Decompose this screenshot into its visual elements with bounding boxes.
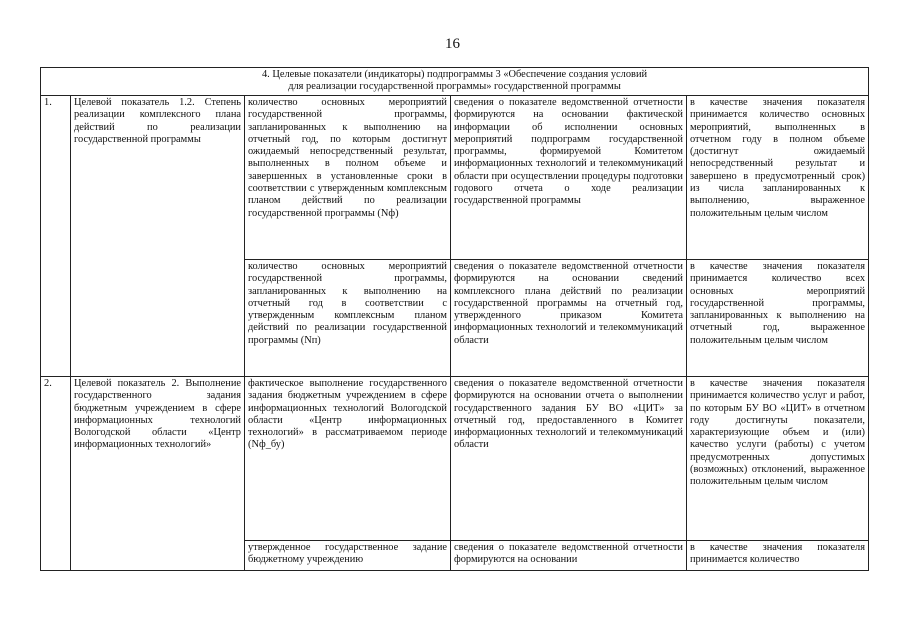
row-number: 1. bbox=[41, 96, 71, 377]
row-number: 2. bbox=[41, 377, 71, 571]
section-header-line1: 4. Целевые показатели (индикаторы) подпрограммы 3 «Обеспечение создания условий bbox=[261, 69, 648, 80]
data-source: сведения о показателе ведомственной отчетности формируются на основании bbox=[451, 541, 687, 571]
indicator-parameter: утвержденное государственное задание бюджетному учреждению bbox=[245, 541, 451, 571]
data-source: сведения о показателе ведомственной отчетности формируются на основании сведений комплексного плана действий по реализации государственной программы на отчетный год, утвержденного приказом Комитета информационных технологий и телекоммуникаций области bbox=[451, 260, 687, 377]
table-row bbox=[41, 96, 869, 260]
data-source: сведения о показателе ведомственной отчетности формируются на основании отчета о выполнении государственного задания БУ ВО «ЦИТ» за отчетный год, предоставленного в Комитет информационных технологий и телекоммуникаций области bbox=[451, 377, 687, 541]
indicator-name: Целевой показатель 2. Выполнение государственного задания бюджетным учреждением в сфере информационных технологий Вологодской области «Центр информационных технологий» bbox=[71, 377, 245, 571]
indicator-parameter: количество основных мероприятий государственной программы, запланированных к выполнению на отчетный год, по которым достигнут ожидаемый непосредственный результат, выполненных в полном объеме и завершенных в установленные сроки в соответствии с утвержденным комплексным планом действий по реализации государственной программы (Nф) bbox=[245, 96, 451, 260]
data-source: сведения о показателе ведомственной отчетности формируются на основании фактической информации об исполнении основных мероприятий подпрограмм государственной программы, формируемой Комитетом информационных технологий и телекоммуникаций области при осуществлении процедуры подготовки годового отчета о ходе реализации государственной программы bbox=[451, 96, 687, 260]
calculation-method: в качестве значения показателя принимается количество bbox=[687, 541, 869, 571]
section-header bbox=[41, 68, 869, 96]
calculation-method: в качестве значения показателя принимается количество основных мероприятий, выполненных в отчетном году в полном объеме (достигнут ожидаемый непосредственный результат и завершено в предусмотренный срок) из числа запланированных к выполнению, выраженное положительным целым числом bbox=[687, 96, 869, 260]
section-header-row bbox=[41, 68, 869, 96]
indicator-parameter: количество основных мероприятий государственной программы, запланированных к выполнению на отчетный год в соответствии с утвержденным комплексным планом действий по реализации государственной программы (Nп) bbox=[245, 260, 451, 377]
indicators-table bbox=[40, 67, 869, 571]
calculation-method: в качестве значения показателя принимается количество услуг и работ, по которым БУ ВО «ЦИТ» в отчетном году достигнуты показатели, характеризующие объем и (или) качество услуги (работы) с учетом предусмотренных допустимых (возможных) отклонений, выраженное положительным целым числом bbox=[687, 377, 869, 541]
calculation-method: в качестве значения показателя принимается количество всех основных мероприятий государственной программы, запланированных к выполнению на отчетный год, выраженное положительным целым числом bbox=[687, 260, 869, 377]
section-header-line2: для реализации государственной программы» государственной программы bbox=[288, 81, 621, 93]
indicator-name: Целевой показатель 1.2. Степень реализации комплексного плана действий по реализации государственной программы bbox=[71, 96, 245, 377]
table-row bbox=[41, 377, 869, 541]
indicator-parameter: фактическое выполнение государственного задания бюджетным учреждением в сфере информационных технологий Вологодской области «Центр информационных технологий» в рассматриваемом периоде (Nф_бу) bbox=[245, 377, 451, 541]
page-number: 16 bbox=[445, 36, 460, 52]
